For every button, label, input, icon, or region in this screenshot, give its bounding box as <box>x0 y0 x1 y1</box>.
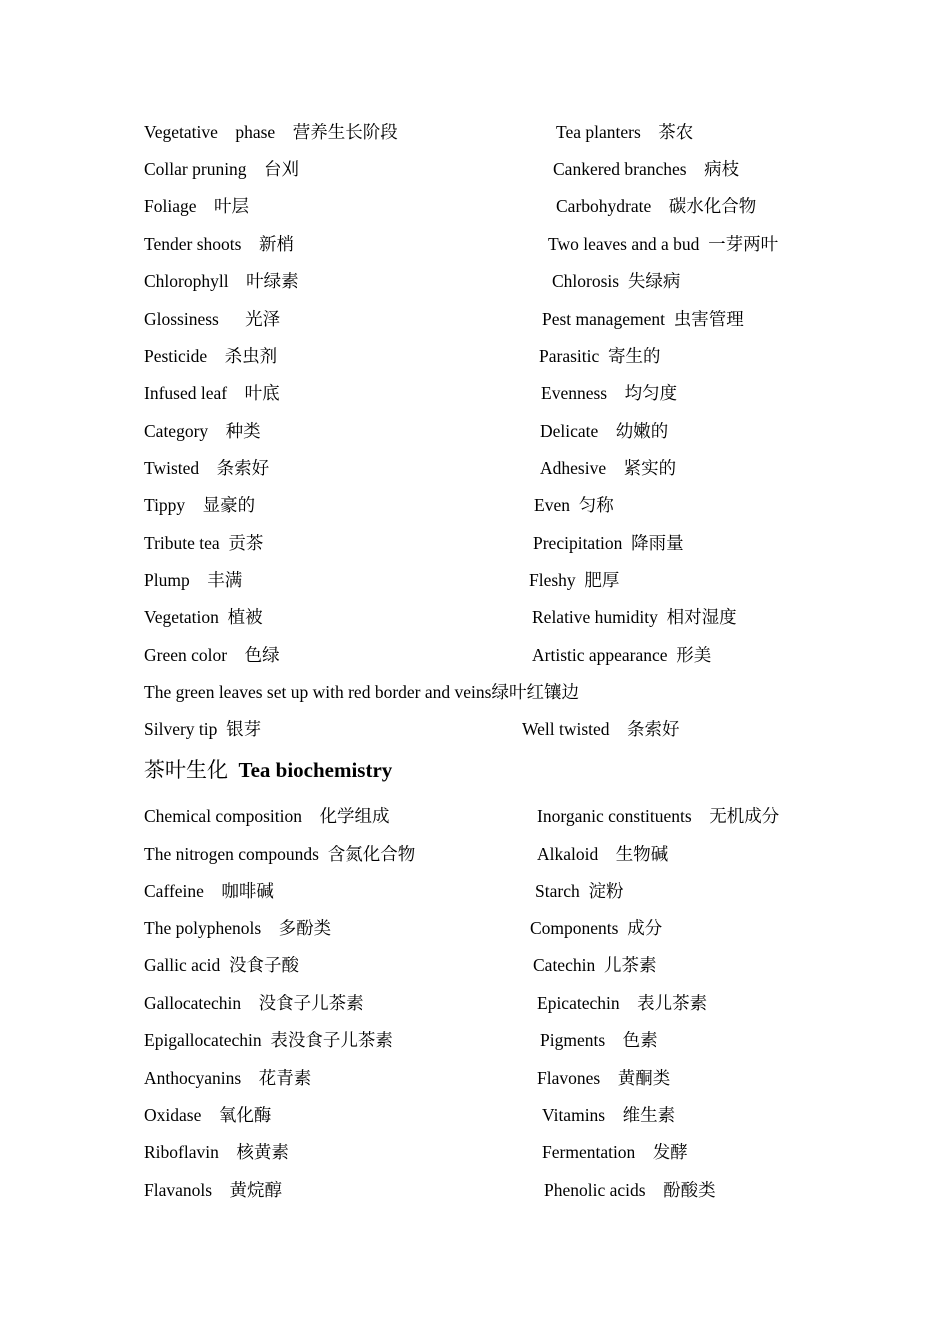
term-right: Evenness 均匀度 <box>541 383 678 403</box>
term-left: Anthocyanins 花青素 <box>144 1068 312 1088</box>
term-left: Riboflavin 核黄素 <box>144 1142 289 1162</box>
term-left: Silvery tip 银芽 <box>144 719 262 739</box>
term-right: Carbohydrate 碳水化合物 <box>556 196 757 216</box>
term-left: Pesticide 杀虫剂 <box>144 346 278 366</box>
term-right: Delicate 幼嫩的 <box>540 421 669 441</box>
term-right: Phenolic acids 酚酸类 <box>544 1180 716 1200</box>
term-left: Oxidase 氧化酶 <box>144 1105 272 1125</box>
section-heading <box>144 757 392 783</box>
term-left: Flavanols 黄烷醇 <box>144 1180 283 1200</box>
term-right: Flavones 黄酮类 <box>537 1068 671 1088</box>
term-left: Chlorophyll 叶绿素 <box>144 271 299 291</box>
term-right: Inorganic constituents 无机成分 <box>537 806 780 826</box>
term-left: Gallocatechin 没食子儿茶素 <box>144 993 364 1013</box>
section-heading-en: Tea biochemistry <box>238 758 393 782</box>
term-left: Gallic acid 没食子酸 <box>144 955 300 975</box>
term-right: Well twisted 条索好 <box>522 719 680 739</box>
term-right: Even 匀称 <box>534 495 614 515</box>
term-right: Tea planters 茶农 <box>556 122 694 142</box>
term-right: Chlorosis 失绿病 <box>552 271 681 291</box>
term-left: Plump 丰满 <box>144 570 243 590</box>
term-right: Starch 淀粉 <box>535 881 624 901</box>
term-left: Tender shoots 新梢 <box>144 234 294 254</box>
term-right: Epicatechin 表儿茶素 <box>537 993 708 1013</box>
term-left: Vegetation 植被 <box>144 607 263 627</box>
term-left: Glossiness 光泽 <box>144 309 281 329</box>
term-right: Fermentation 发酵 <box>542 1142 688 1162</box>
term-left: Foliage 叶层 <box>144 196 249 216</box>
term-left: Vegetative phase 营养生长阶段 <box>144 122 398 142</box>
term-right: Vitamins 维生素 <box>542 1105 676 1125</box>
term-right: Pigments 色素 <box>540 1030 658 1050</box>
term-left: Chemical composition 化学组成 <box>144 806 390 826</box>
term-left: Tribute tea 贡茶 <box>144 533 264 553</box>
term-left: Collar pruning 台刈 <box>144 159 300 179</box>
term-right: Parasitic 寄生的 <box>539 346 661 366</box>
term-right: Pest management 虫害管理 <box>542 309 744 329</box>
term-right: Components 成分 <box>530 918 663 938</box>
term-right: Cankered branches 病枝 <box>553 159 740 179</box>
term-left: Tippy 显豪的 <box>144 495 256 515</box>
term-left: The nitrogen compounds 含氮化合物 <box>144 844 416 864</box>
term-left: Green color 色绿 <box>144 645 280 665</box>
term-left: The polyphenols 多酚类 <box>144 918 332 938</box>
term-right: Two leaves and a bud 一芽两叶 <box>548 234 779 254</box>
term-left: Category 种类 <box>144 421 261 441</box>
term-left: Twisted 条索好 <box>144 458 270 478</box>
term-left: Caffeine 咖啡碱 <box>144 881 274 901</box>
term-left: Epigallocatechin 表没食子儿茶素 <box>144 1030 393 1050</box>
term-right: Artistic appearance 形美 <box>532 645 712 665</box>
term-right: Adhesive 紧实的 <box>540 458 677 478</box>
term-full-line: The green leaves set up with red border and veins绿叶红镶边 <box>144 682 579 702</box>
term-right: Precipitation 降雨量 <box>533 533 684 553</box>
term-left: Infused leaf 叶底 <box>144 383 280 403</box>
term-right: Alkaloid 生物碱 <box>537 844 669 864</box>
section-heading-zh: 茶叶生化 <box>144 758 228 782</box>
term-right: Catechin 儿茶素 <box>533 955 657 975</box>
term-right: Relative humidity 相对湿度 <box>532 607 737 627</box>
term-right: Fleshy 肥厚 <box>529 570 620 590</box>
